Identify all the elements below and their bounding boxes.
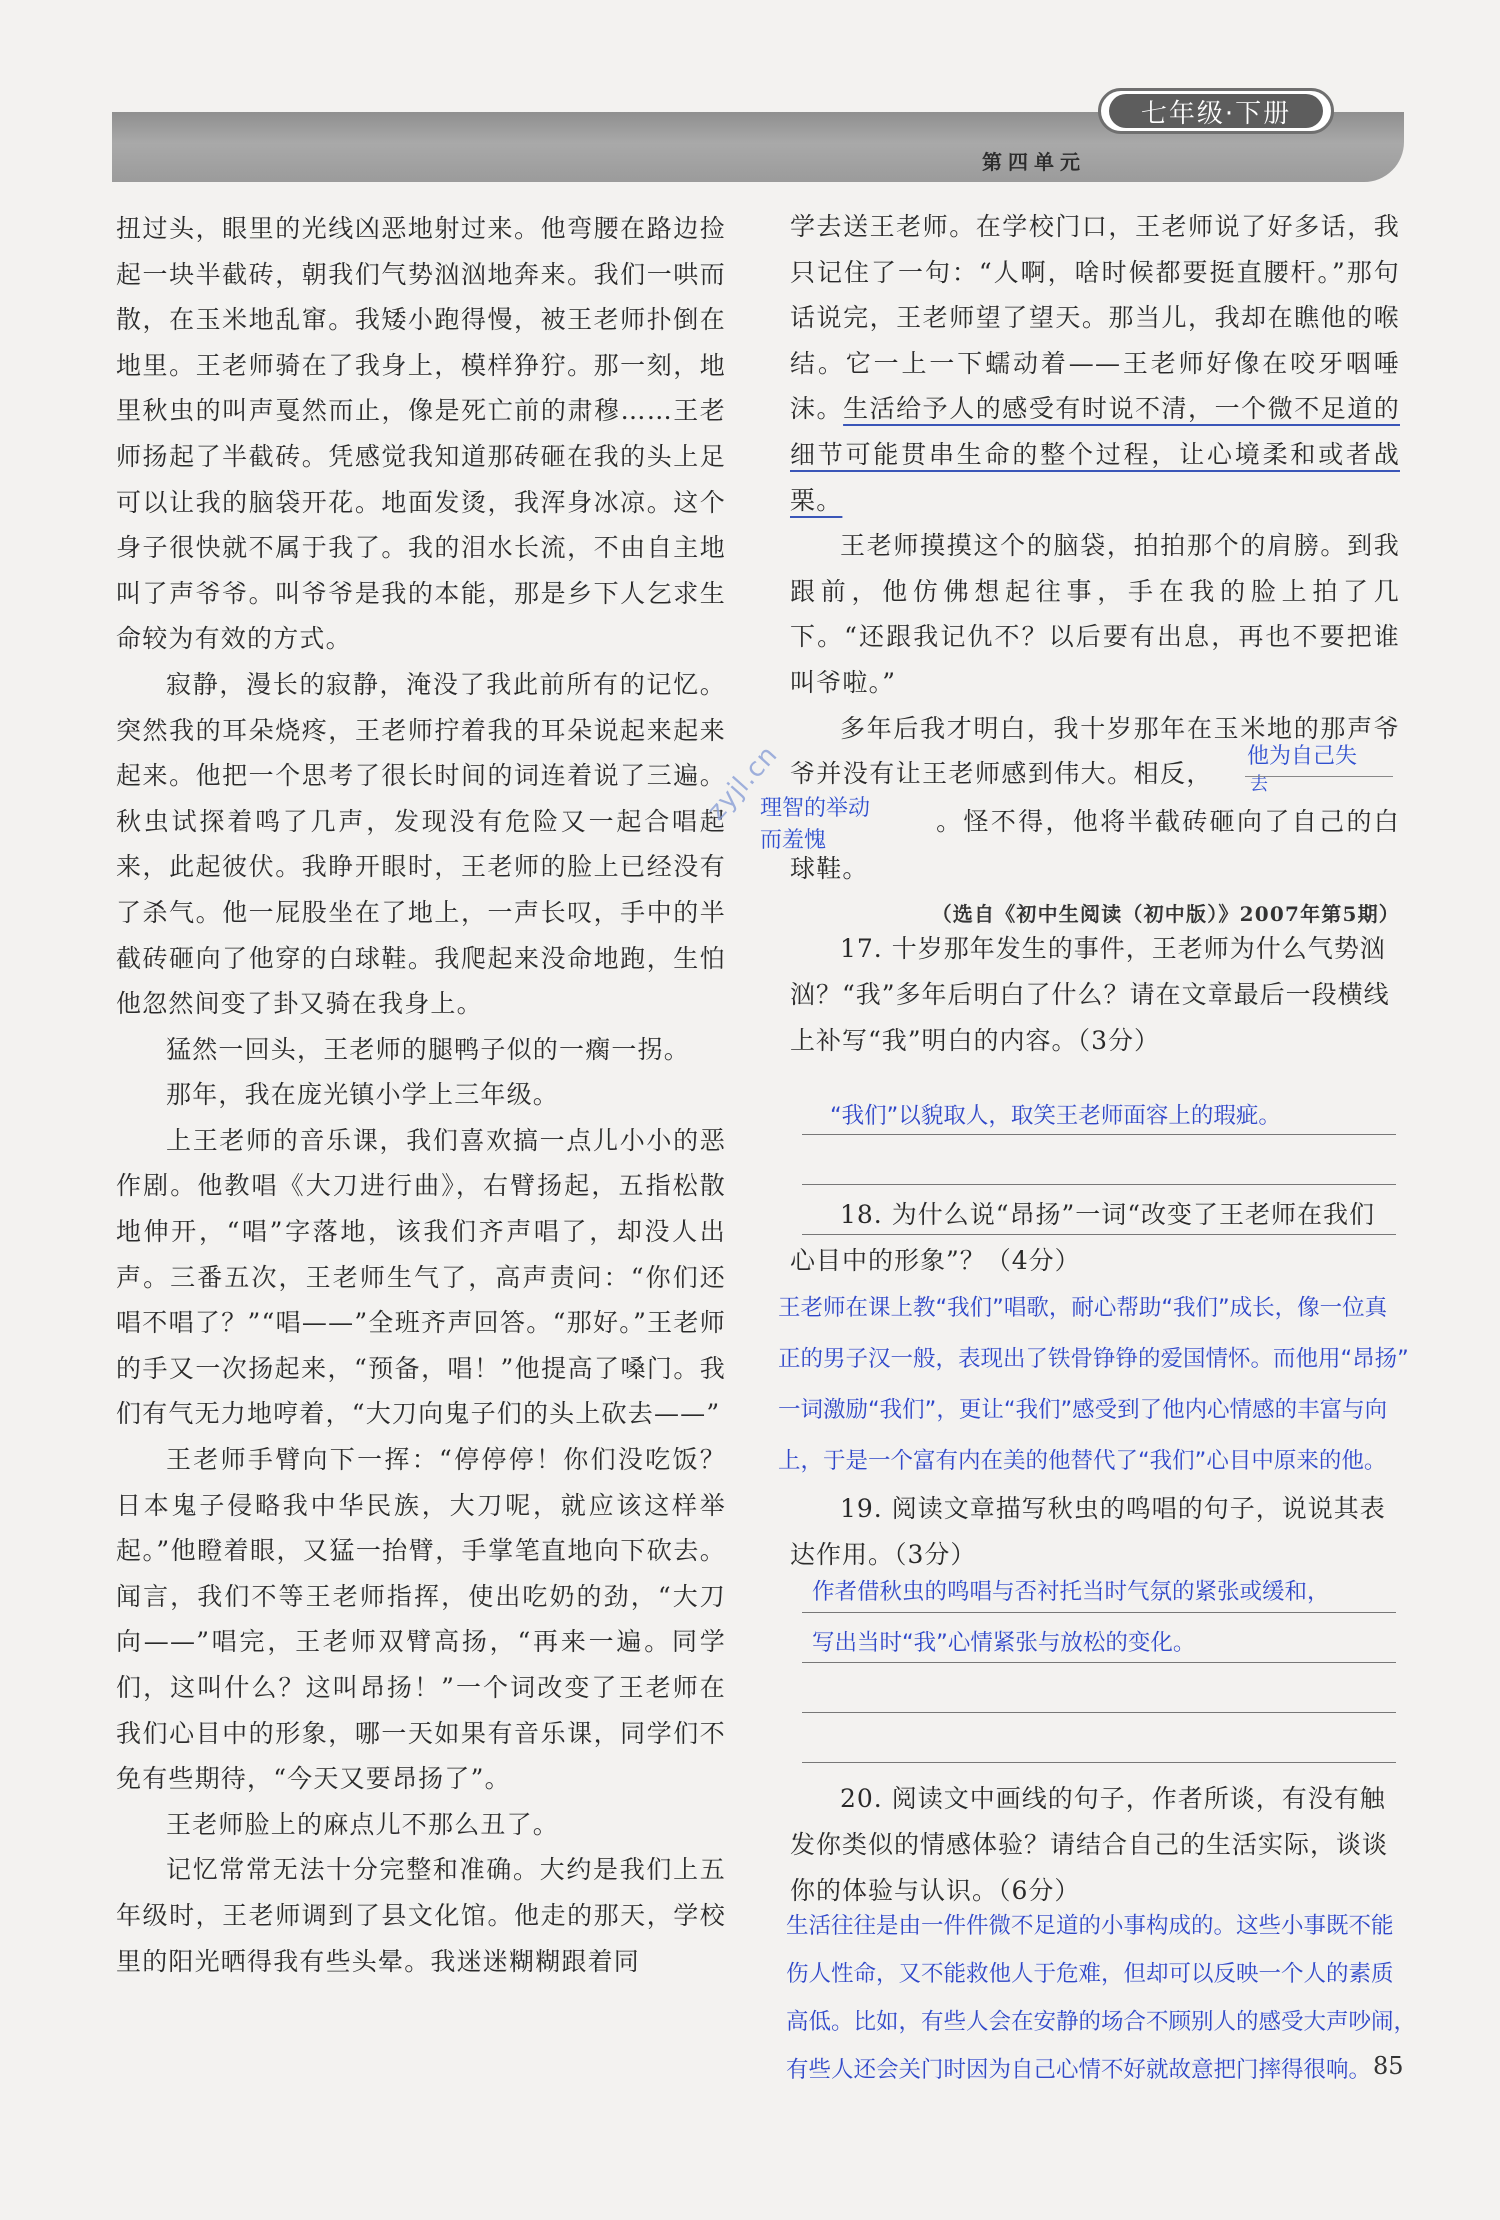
paragraph-text: 多年后我才明白，我十岁那年在玉米地的那声爷爷并没有让王老师感到伟大。相反，	[790, 713, 1400, 789]
answer-18-line: 正的男子汉一般，表现出了铁骨铮铮的爱国情怀。而他用“昂扬”	[778, 1346, 1409, 1372]
left-column	[116, 206, 726, 1984]
paragraph: 王老师脸上的麻点儿不那么丑了。	[166, 1809, 560, 1839]
question-20: 20. 阅读文中画线的句子，作者所谈，有没有触发你类似的情感体验？请结合自己的生活实际，谈谈你的体验与认识。（6分）	[790, 1784, 1389, 1905]
handwritten-annotation: 去	[1250, 774, 1268, 795]
answer-20-line: 伤人性命，又不能救他人于危难，但却可以反映一个人的素质	[786, 1961, 1394, 1987]
question-18: 18. 为什么说“昂扬”一词“改变了王老师在我们心目中的形象”？（4分）	[790, 1200, 1376, 1275]
handwritten-annotation: 他为自己失	[1247, 744, 1358, 769]
paragraph: 寂静，漫长的寂静，淹没了我此前所有的记忆。突然我的耳朵烧疼，王老师拧着我的耳朵说起来起来起来。他把一个思考了很长时间的词连着说了三遍。秋虫试探着鸣了几声，发现没有危险又一起合唱起来，此起彼伏。我睁开眼时，王老师的脸上已经没有了杀气。他一屁股坐在了地上，一声长叹，手中的半截砖砸向了他穿的白球鞋。我爬起来没命地跑，生怕他忽然间变了卦又骑在我身上。	[116, 669, 726, 1019]
answer-18-line: 王老师在课上教“我们”唱歌，耐心帮助“我们”成长，像一位真	[778, 1295, 1388, 1321]
paragraph: 那年，我在庞光镇小学上三年级。	[166, 1080, 560, 1110]
answer-line	[802, 1662, 1396, 1663]
answer-20-line: 有些人还会关门时因为自己心情不好就故意把门摔得很响。	[786, 2057, 1372, 2083]
watermark: zyjl.cn	[701, 739, 784, 827]
answer-19-line: 写出当时“我”心情紧张与放松的变化。	[812, 1630, 1196, 1656]
answer-20-line: 生活往往是由一件件微不足道的小事构成的。这些小事既不能	[786, 1913, 1394, 1939]
page-number: 85	[1373, 2052, 1404, 2080]
answer-18-line: 上，于是一个富有内在美的他替代了“我们”心目中原来的他。	[778, 1448, 1387, 1474]
answer-line	[802, 1762, 1396, 1763]
answer-17: “我们”以貌取人，取笑王老师面容上的瑕疵。	[830, 1103, 1281, 1129]
paragraph	[790, 706, 1400, 892]
handwritten-annotation: 理智的举动	[760, 796, 871, 821]
handwritten-annotation: 而羞愧	[760, 828, 827, 853]
paragraph	[790, 204, 1400, 523]
right-column	[790, 204, 1400, 938]
fill-blank-line	[1245, 776, 1393, 777]
question-19: 19. 阅读文章描写秋虫的鸣唱的句子，说说其表达作用。（3分）	[790, 1494, 1386, 1569]
answer-18-line: 一词激励“我们”，更让“我们”感受到了他内心情感的丰富与向	[778, 1397, 1388, 1423]
paragraph: 记忆常常无法十分完整和准确。大约是我们上五年级时，王老师调到了县文化馆。他走的那天，学校里的阳光晒得我有些头晕。我迷迷糊糊跟着同	[116, 1855, 726, 1976]
paragraph: 扭过头，眼里的光线凶恶地射过来。他弯腰在路边捡起一块半截砖，朝我们气势汹汹地奔来。我们一哄而散，在玉米地乱窜。我矮小跑得慢，被王老师扑倒在地里。王老师骑在了我身上，模样狰狞。那一刻，地里秋虫的叫声戛然而止，像是死亡前的肃穆……王老师扬起了半截砖。凭感觉我知道那砖砸在我的头上足可以让我的脑袋开花。地面发烫，我浑身冰凉。这个身子很快就不属于我了。我的泪水长流，不由自主地叫了声爷爷。叫爷爷是我的本能，那是乡下人乞求生命较为有效的方式。	[116, 214, 726, 654]
paragraph-text: 学去送王老师。在学校门口，王老师说了好多话，我只记住了一句：“人啊，啥时候都要挺直腰杆。”那句话说完，王老师望了望天。那当儿，我却在瞧他的喉结。它一上一下蠕动着——王老师好像在咬牙咽唾沫。	[790, 212, 1400, 424]
question-17: 17. 十岁那年发生的事件，王老师为什么气势汹汹？“我”多年后明白了什么？请在文章最后一段横线上补写“我”明白的内容。（3分）	[790, 934, 1390, 1055]
paragraph: 猛然一回头，王老师的腿鸭子似的一瘸一拐。	[166, 1034, 691, 1064]
answer-line	[802, 1184, 1396, 1185]
answer-line	[802, 1134, 1396, 1135]
underlined-sentence: 生活给予人的感受有时说不清，一个微不足道的细节可能贯串生命的整个过程，让心境柔和或者战栗。	[790, 394, 1400, 515]
paragraph: 王老师手臂向下一挥：“停停停！你们没吃饭？日本鬼子侵略我中华民族，大刀呢，就应该这样举起。”他瞪着眼，又猛一抬臂，手掌笔直地向下砍去。闻言，我们不等王老师指挥，使出吃奶的劲，“大刀向——”唱完，王老师双臂高扬，“再来一遍。同学们，这叫什么？这叫昂扬！”一个词改变了王老师在我们心目中的形象，哪一天如果有音乐课，同学们不免有些期待，“今天又要昂扬了”。	[116, 1445, 726, 1794]
source-citation: （选自《初中生阅读（初中版）》2007年第5期）	[931, 901, 1400, 926]
answer-line	[802, 1712, 1396, 1713]
paragraph-text: 。怪不得，他将半截砖砸向了自己的白球鞋。	[790, 806, 1401, 884]
answer-20-line: 高低。比如，有些人会在安静的场合不顾别人的感受大声吵闹，	[786, 2009, 1417, 2035]
answer-line	[802, 1612, 1396, 1613]
grade-label: 七年级·下册	[1109, 94, 1323, 128]
grade-tab	[1098, 88, 1334, 134]
paragraph: 王老师摸摸这个的脑袋，拍拍那个的肩膀。到我跟前，他仿佛想起往事，手在我的脸上拍了几下。“还跟我记仇不？以后要有出息，再也不要把谁叫爷啦。”	[790, 531, 1400, 697]
answer-19-line: 作者借秋虫的鸣唱与否衬托当时气氛的紧张或缓和，	[812, 1579, 1330, 1605]
paragraph: 上王老师的音乐课，我们喜欢搞一点儿小小的恶作剧。他教唱《大刀进行曲》，右臂扬起，五指松散地伸开，“唱”字落地，该我们齐声唱了，却没人出声。三番五次，王老师生气了，高声责问：“你们还唱不唱了？”“唱——”全班齐声回答。“那好。”王老师的手又一次扬起来，“预备，唱！”他提高了嗓门。我们有气无力地哼着，“大刀向鬼子们的头上砍去——”	[116, 1125, 726, 1429]
unit-title: 第四单元	[982, 150, 1086, 174]
